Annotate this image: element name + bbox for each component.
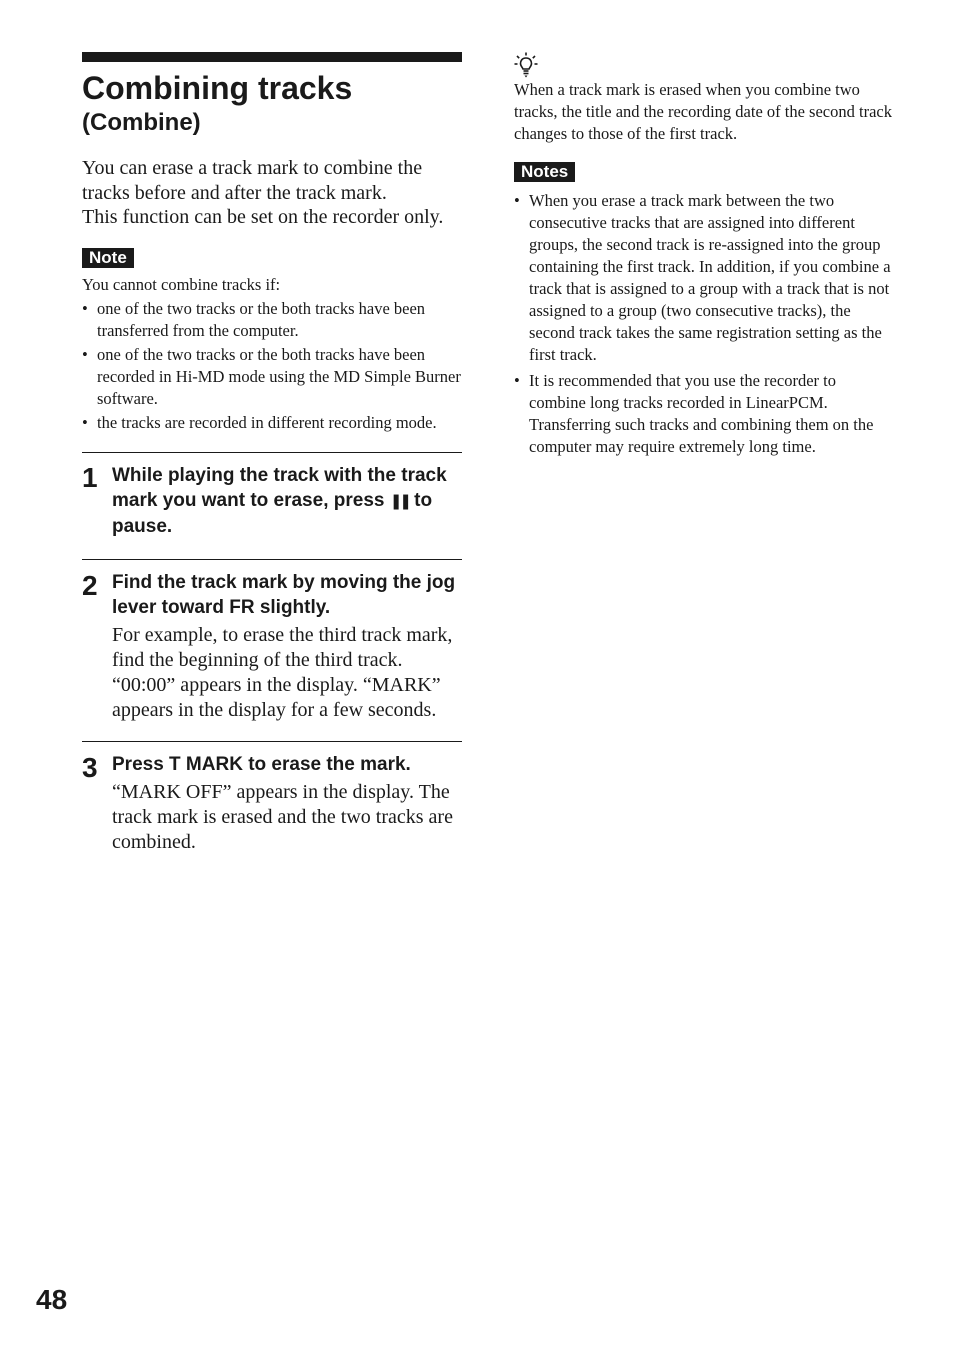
notes-list — [514, 190, 894, 458]
step-1 — [82, 452, 462, 559]
page-subtitle: (Combine) — [82, 109, 201, 136]
list-item: • It is recommended that you use the recorder to combine long tracks recorded in LinearPCM. Transferring such tracks and combining them on the computer may require extremely long time. — [514, 371, 874, 456]
lightbulb-icon — [514, 52, 538, 78]
step-body — [112, 780, 462, 855]
step-2 — [82, 559, 462, 741]
intro-paragraph: You can erase a track mark to combine the tracks before and after the track mark. — [82, 157, 423, 204]
intro-text — [82, 156, 462, 230]
step-paragraph: “00:00” appears in the display. “MARK” appears in the display for a few seconds. — [112, 673, 441, 721]
step-heading: While playing the track with the track mark you want to erase, press ❚❚ to pause. — [112, 464, 447, 537]
page-title: Combining tracks — [82, 70, 353, 106]
list-item: • one of the two tracks or the both tracks have been transferred from the computer. — [82, 298, 426, 340]
step-number: 2 — [82, 569, 98, 601]
step-heading: Find the track mark by moving the jog lever toward FR slightly. — [112, 571, 456, 618]
intro-paragraph: This function can be set on the recorder only. — [82, 206, 444, 228]
list-item: • the tracks are recorded in different recording mode. — [82, 412, 437, 432]
right-column — [514, 52, 894, 460]
note-lead: You cannot combine tracks if: — [82, 274, 281, 294]
left-column — [82, 52, 462, 855]
step-3 — [82, 741, 462, 855]
page-number: 48 — [36, 1284, 68, 1315]
step-body — [112, 623, 462, 723]
note-section — [82, 248, 462, 434]
step-number: 3 — [82, 751, 98, 783]
note-label: Note — [82, 248, 134, 268]
step-paragraph: For example, to erase the third track mark, find the beginning of the third track. — [112, 623, 453, 671]
title-rule — [82, 52, 462, 62]
pause-icon: ❚❚ — [389, 492, 409, 510]
list-item: • one of the two tracks or the both tracks have been recorded in Hi-MD mode using the MD Simple Burner software. — [82, 344, 461, 408]
list-item: • When you erase a track mark between the two consecutive tracks that are assigned into different groups, the second track is re-assigned into the group containing the first track. In addition, if you combine a track that is assigned to a group with a track that is not assigned to a group (two consecutive tracks), the second track takes the same registration setting as the first track. — [514, 191, 891, 364]
tip-text: When a track mark is erased when you combine two tracks, the title and the recording date of the second track changes to those of the first track. — [514, 80, 892, 143]
step-paragraph: “MARK OFF” appears in the display. The track mark is erased and the two tracks are combined. — [112, 780, 453, 853]
notes-label: Notes — [514, 162, 575, 182]
step-heading: Press T MARK to erase the mark. — [112, 753, 411, 775]
step-number: 1 — [82, 461, 98, 493]
notes-section — [514, 162, 894, 458]
note-list — [82, 298, 462, 434]
